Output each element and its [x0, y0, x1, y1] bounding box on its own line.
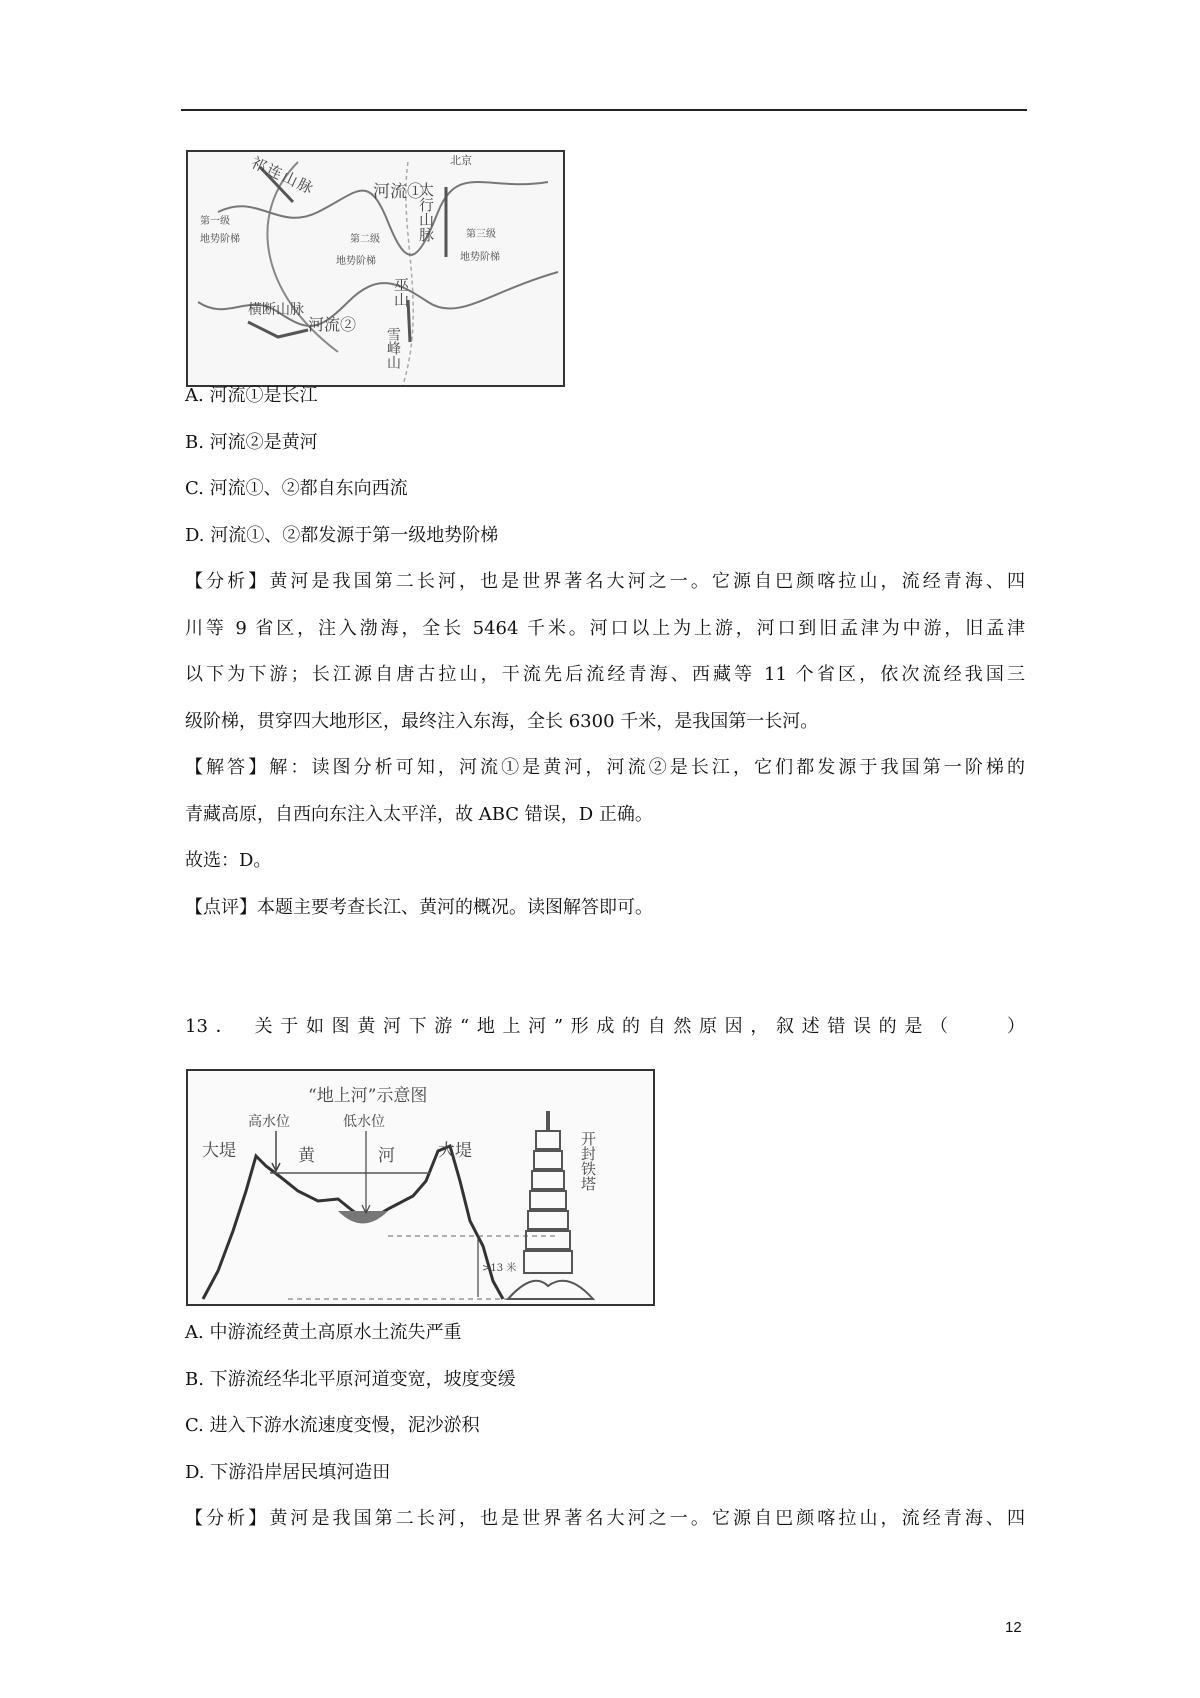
low-water-label: 低水位 — [343, 1114, 385, 1130]
wu-label: 巫山 — [392, 277, 410, 307]
beijing-label: 北京 — [450, 154, 472, 167]
step2-label: 第二级 — [350, 234, 380, 245]
height-label: >13 米 — [482, 1263, 517, 1274]
q12-answer-line-1: 【解答】解：读图分析可知，河流①是黄河，河流②是长江，它们都发源于我国第一阶梯的 — [185, 757, 1026, 778]
river1-label: 河流① — [373, 182, 424, 202]
step3-label: 第三级 — [466, 229, 496, 240]
q13-analysis-tag: 【分析】 — [185, 1508, 270, 1529]
step1b-label: 地势阶梯 — [200, 234, 240, 245]
page-number: 12 — [1005, 1619, 1022, 1636]
step2b-label: 地势阶梯 — [336, 256, 376, 267]
q12-answer-line-2: 青藏高原，自西向东注入太平洋，故 ABC 错误，D 正确。 — [185, 804, 653, 825]
xuefeng-label: 雪峰山 — [385, 327, 401, 369]
river-map-figure — [186, 150, 565, 387]
q13-option-a: A. 中游流经黄土高原水土流失严重 — [185, 1322, 462, 1343]
q13-option-b: B. 下游流经华北平原河道变宽，坡度变缓 — [185, 1369, 516, 1390]
dike-drawing — [188, 1071, 653, 1304]
step3b-label: 地势阶梯 — [460, 252, 500, 263]
q12-analysis-line-1: 【分析】黄河是我国第二长河，也是世界著名大河之一。它源自巴颜喀拉山，流经青海、四 — [185, 571, 1026, 592]
comment-tag: 【点评】 — [185, 897, 257, 918]
river-char-he: 河 — [378, 1146, 395, 1166]
q12-analysis-line-4: 级阶梯，贯穿四大地形区，最终注入东海，全长 6300 千米，是我国第一长河。 — [185, 711, 819, 732]
answer-tag: 【解答】 — [185, 757, 270, 778]
low-water-pool — [338, 1211, 388, 1224]
high-water-label: 高水位 — [248, 1114, 290, 1130]
qilian-label: 祁连山脉 — [248, 153, 318, 199]
dike-figure — [186, 1069, 655, 1306]
river-map-drawing — [188, 152, 563, 385]
q12-analysis-line-2: 川等 9 省区，注入渤海，全长 5464 千米。河口以上为上游，河口到旧孟津为中游，旧孟津 — [185, 618, 1025, 639]
step1-label: 第一级 — [200, 216, 230, 227]
river-char-huang: 黄 — [298, 1146, 315, 1166]
dike-left-label: 大堤 — [202, 1141, 236, 1161]
q12-option-c: C. 河流①、②都自东向西流 — [185, 478, 408, 499]
hengduan-label: 横断山脉 — [248, 302, 304, 318]
q12-comment: 【点评】本题主要考查长江、黄河的概况。读图解答即可。 — [185, 897, 653, 918]
river2-label: 河流② — [308, 315, 357, 334]
q12-analysis-line-3: 以下为下游；长江源自唐古拉山，干流先后流经青海、西藏等 11 个省区，依次流经我国三 — [185, 664, 1025, 685]
q13-option-d: D. 下游沿岸居民填河造田 — [185, 1462, 391, 1483]
dike-right-label: 大堤 — [438, 1141, 472, 1161]
q13-analysis: 【分析】黄河是我国第二长河，也是世界著名大河之一。它源自巴颜喀拉山，流经青海、四 — [185, 1508, 1026, 1529]
terrain-profile — [203, 1146, 503, 1299]
dike-figure-title: “地上河”示意图 — [308, 1086, 428, 1106]
q13-option-c: C. 进入下游水流速度变慢，泥沙淤积 — [185, 1415, 480, 1436]
q12-option-b: B. 河流②是黄河 — [185, 432, 318, 453]
header-rule — [181, 109, 1027, 111]
q12-choice: 故选：D。 — [185, 850, 272, 871]
taihang-label: 太行山脉 — [417, 182, 435, 242]
q13-stem: 13． 关于如图黄河下游“地上河”形成的自然原因，叙述错误的是（ ） — [185, 1016, 1025, 1037]
tower-label: 开封铁塔 — [579, 1131, 597, 1191]
q12-option-a: A. 河流①是长江 — [185, 385, 318, 406]
q13-number: 13． — [185, 1016, 242, 1037]
q12-option-d: D. 河流①、②都发源于第一级地势阶梯 — [185, 525, 499, 546]
analysis-tag: 【分析】 — [185, 571, 270, 592]
